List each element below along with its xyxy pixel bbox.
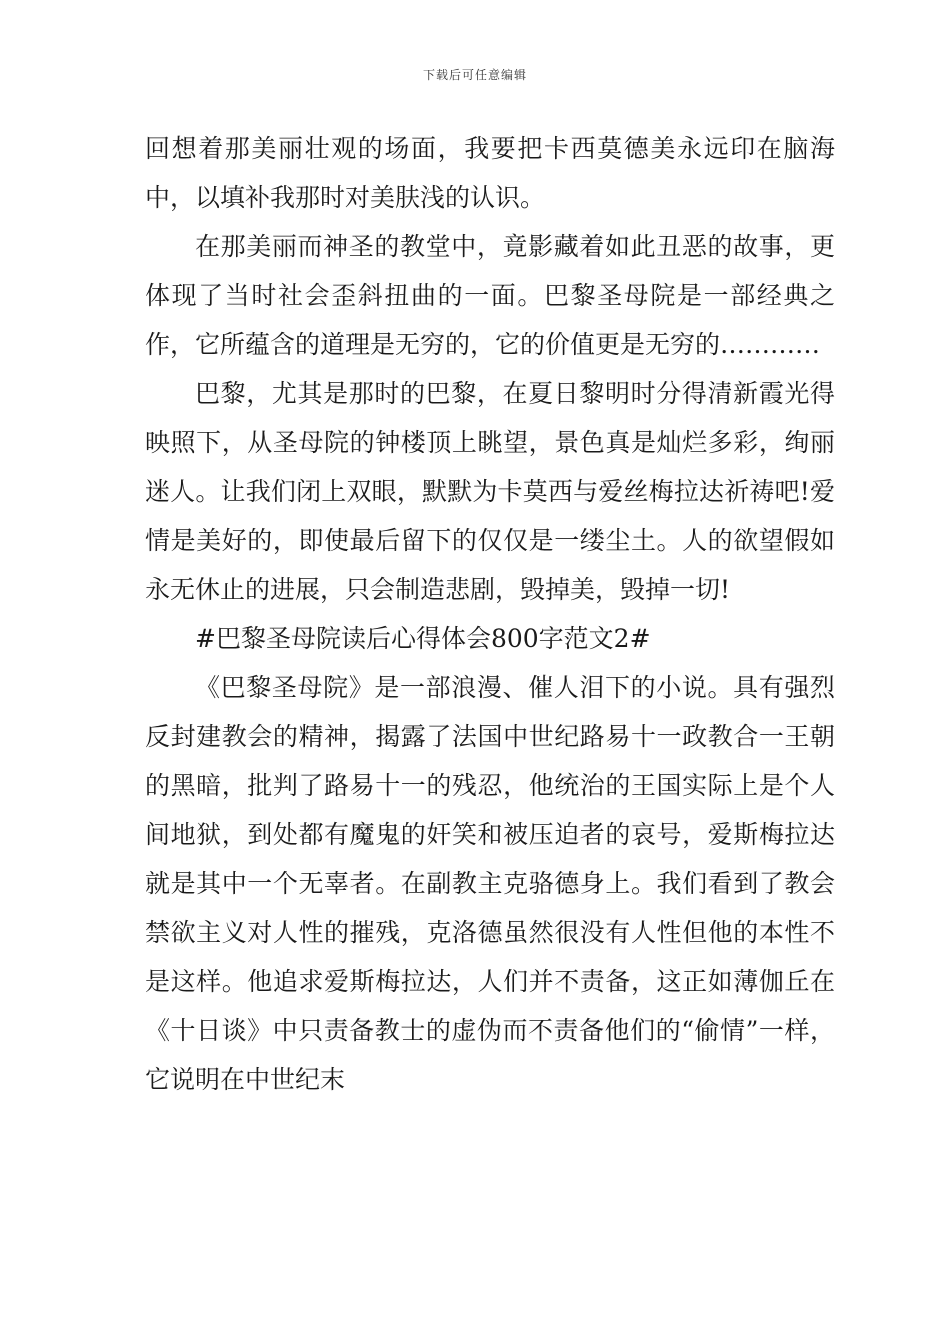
section-heading: #巴黎圣母院读后心得体会800字范文2#: [195, 624, 651, 653]
paragraph: 巴黎，尤其是那时的巴黎，在夏日黎明时分得清新霞光得映照下，从圣母院的钟楼顶上眺望，景色真是灿烂多彩，绚丽迷人。让我们闭上双眼，默默为卡莫西与爱丝梅拉达祈祷吧!爱情是美好的，即使最后留下的仅仅是一缕尘土。人的欲望假如永无休止的进展，只会制造悲剧，毁掉美，毁掉一切!: [145, 379, 835, 604]
paragraph: 《巴黎圣母院》是一部浪漫、催人泪下的小说。具有强烈反封建教会的精神，揭露了法国中世纪路易十一政教合一王朝的黑暗，批判了路易十一的残忍，他统治的王国实际上是个人间地狱，到处都有魔鬼的奸笑和被压迫者的哀号，爱斯梅拉达就是其中一个无辜者。在副教主克骆德身上。我们看到了教会禁欲主义对人性的摧残，克洛德虽然很没有人性但他的本性不是这样。他追求爱斯梅拉达，人们并不责备，这正如薄伽丘在《十日谈》中只责备教士的虚伪而不责备他们的“偷情”一样，它说明在中世纪末: [145, 673, 835, 1094]
paragraph: 在那美丽而神圣的教堂中，竟影藏着如此丑恶的故事，更体现了当时社会歪斜扭曲的一面。巴黎圣母院是一部经典之作，它所蕴含的道理是无穷的，它的价值更是无穷的…………: [145, 232, 835, 359]
paragraph: 回想着那美丽壮观的场面，我要把卡西莫德美永远印在脑海中，以填补我那时对美肤浅的认识。: [145, 134, 835, 212]
document-body: [145, 124, 835, 1104]
page-header: 下载后可任意编辑: [422, 68, 527, 82]
